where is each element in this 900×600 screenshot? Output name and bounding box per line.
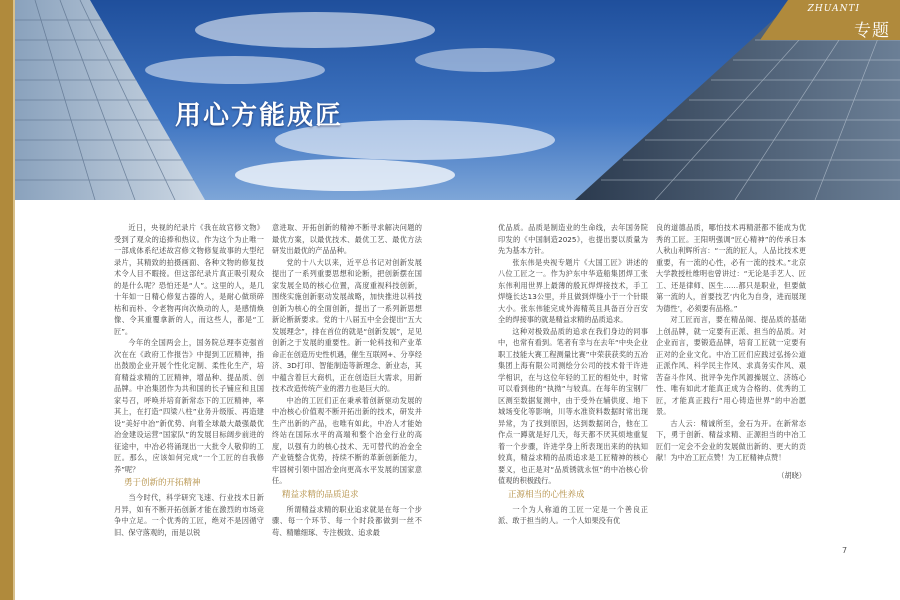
section-subhead: 勇于创新的开拓精神 — [124, 478, 201, 488]
article-body — [114, 222, 849, 582]
section-subhead: 精益求精的品质追求 — [282, 489, 359, 500]
paragraph: 张东伟是央视专题片《大国工匠》讲述的八位工匠之一。作为沪东中华造船集团焊工张东伟利用世界上最薄的殷瓦焊焊接技术，手工焊缝长达13公里，并且做到焊缝小于一个针眼大小。张东伟能完成外海精英且具备百分百安全的焊接事的就是精益求精的品质追求。 — [498, 257, 648, 324]
section-badge-en: ZHUANTI — [807, 4, 860, 14]
page-number: 7 — [842, 546, 848, 555]
paragraph: 所谓精益求精的职业追求就是在每一个步骤、每一个环节、每一个时段都做到一丝不苟、精雕细琢、专注极致、追求最 — [272, 504, 422, 537]
paragraph: 对工匠而言，要在精品阁、提品质的基础上创品牌，就一定要有正派、担当的品质。对企业而言，要锻造品牌，培育工匠就一定要有正对的企业文化。中冶工匠们应践过弘扬公道正派作风、科学民主作风、求真务实作风、艰苦奋斗作风、批评争先作风源操展立、济练心性、唯有如此才能真正成为合格的、优秀的工匠，才能真正践行“用心铸造世界”的中冶愿景。 — [656, 315, 806, 416]
column-4 — [656, 222, 806, 582]
column-2 — [272, 222, 422, 582]
paragraph: 近日，央视的纪录片《我在故宫修文物》受到了观众的追捧和热议。作为这个为止唯一一部成体系纪述故宫修文物修复故事的大型纪录片，其精致的拍摄画面、各种文物的修复技术令人目不暇接。但这部纪录片真正吸引观众的是什么呢？恐怕还是“人”。这里的人，是几十年如一日精心修复古器的人，是耐心做琐碎枯和而朴、令老物再向次焕动的人，是感情焕像、令其重覆拿新的人，而这些人，都是“工匠”。 — [114, 223, 264, 336]
paragraph: 一个为人称道的工匠一定是一个善良正派、敢于担当的人。一个人如果没有优 — [498, 504, 648, 525]
paragraph: 今年的全国两会上，国务院总理李克强首次在在《政府工作报告》中提到工匠精神，指出鼓励企业开展个性化定制、柔性化生产，培育精益求精的工匠精神，增品种、提品质、创品牌。中冶集团作为共和国的长子铺应和且国家号召，呼唤并培育新常态下的工匠精神，率其上，在打造“四梁八柱”业务升级版、再造建设“美好中冶”新优势、向着全球最大最强最优冶金建设运营“国家队”的发展目标阔步前进的征途中，中冶必将涌现出一大批令人敬仰的工匠。那么，应该如何完成“一个工匠的自我修养”呢？ — [114, 338, 264, 474]
paragraph: 这种对极致品质的追求在我们身边的同事中，也常有看到。笔者有幸与在去年“中央企业职工技能大赛工程测量比赛”中荣获获奖的五冶集团上海有限公司测绘分公司的技术骨干许进学相识，在与这位年轻的工匠的相处中，时常可以看到他的“执拗”与较真。在每年的宝钢厂区测至数据复测中，由于受外在辅供度、地下城场变化等影响，川等水准资料数据时常出现异常，为了找到原因，达到数据闭合，他在工作点一蹲就是好几天，每天都不厌其烦地重复着一个步骤，许进学身上所表现出来的的执知较真，精益求精的品质追求是工匠精神的核心要义，也正是对“品质锈就永恒”的中冶核心价值观的积极践行。 — [498, 326, 648, 485]
column-1 — [114, 222, 264, 582]
paragraph: 古人云：精诚所至，金石为开。在新常态下，勇于创新、精益求精、正源担当的中冶工匠们一定会不会业的发展做出新的、更大的贡献！为中冶工匠点赞！为工匠精神点赞！ — [656, 418, 806, 462]
column-3 — [498, 222, 648, 582]
paragraph: 当今时代，科学研究飞速、行业技术日新月异，如有不断开拓创新才能在激烈的市场竞争中立足。一个优秀的工匠，绝对不是因循守旧、保守落观的，而是以锐 — [114, 493, 264, 537]
left-gold-rule — [0, 0, 13, 600]
page-title: 用心方能成匠 — [175, 101, 344, 131]
author-credit: （胡晓） — [777, 470, 806, 480]
paragraph: 良的道德品质，哪怕技术再精湛都不能成为优秀的工匠。王阳明强调“匠心精神”的传承日本人秋山利辉所言：“一流的匠人，人品比技术更重要，有一流的心性，必有一流的技术。”北京大学教授杜维明也曾讲过：“无论是手艺人、匠工、还是律师、医生……都只是职业，但要做第一流的人，首要技艺‘内化为自身，进而展现为德性’，必须要有品格。” — [656, 223, 806, 313]
section-badge-cn: 专题 — [854, 21, 890, 41]
paragraph: 中冶的工匠们正在秉承着创新驱动发展的中冶核心价值观不断开拓出新的技术，研发并生产出新的产品，也唯有如此，中冶人才能始终站在国际水平的高端和整个冶金行业的高度，以强有力的核心技术、无可替代的冶金全产业链整合优势，持续不断的革新创新能力，牢固树引领中国冶金向更高水平发展的国家意任。 — [272, 395, 422, 485]
paragraph: 意进取、开拓创新的精神不断寻求解决问题的最优方案，以最优技术、最优工艺、最优方法研发出最优的产品品种。 — [272, 223, 422, 255]
paragraph: 优品质。品质是制造业的生命线，去年国务院印发的《中国制造2025》，也提出要以质量为先为基本方针。 — [498, 223, 648, 255]
section-subhead: 正源相当的心性养成 — [508, 489, 585, 500]
paragraph: 党的十八大以来，近平总书记对创新发展提出了一系列重要思想和论断，把创新摆在国家发展全局的核心位置，高度重视科技创新，围绕实施创新驱动发展战略，加快推进以科技创新为核心的全面创新，提出了一系列新思想新论断新要求。党的十八届五中全会提出“五大发展理念”，排在首位的就是“创新发展”，足见创新之于发展的重要性。新一轮科技和产业革命正在创造历史性机遇，催生互联网+、分享经济、3D打印、智能制造等新理念、新业态，其中蕴含着巨大商机，正在创造巨大需求，用新技术改造传统产业的潜力也是巨大的。 — [272, 257, 422, 393]
